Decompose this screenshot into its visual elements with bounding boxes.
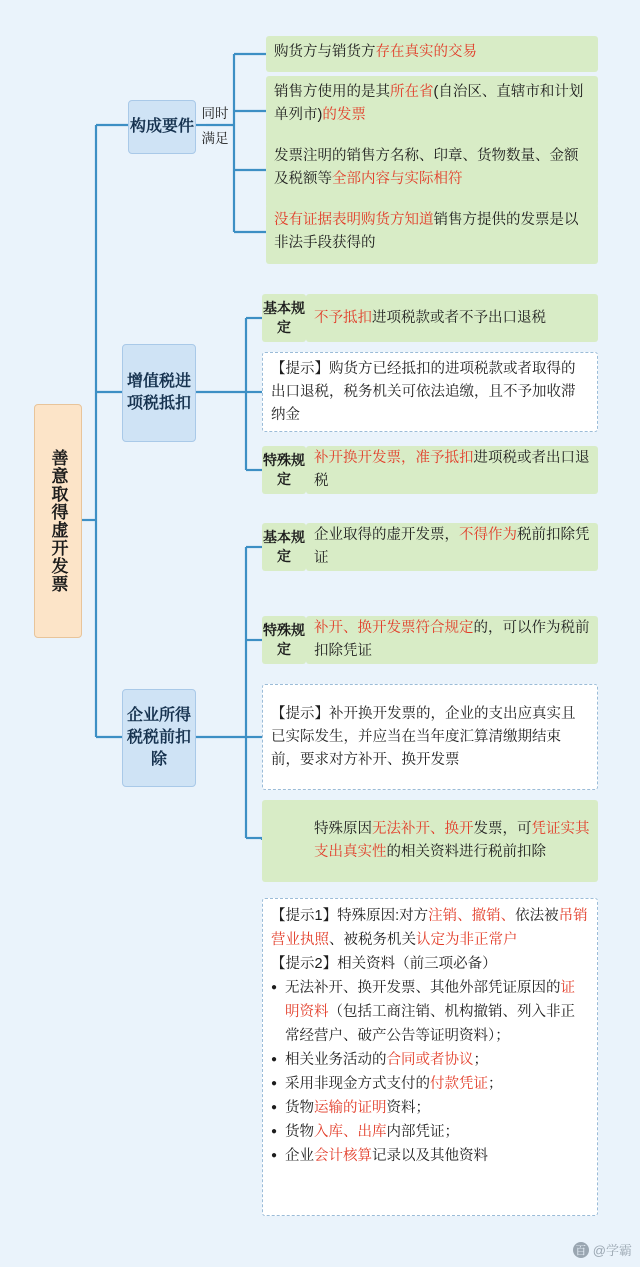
watermark-text: @学霸: [592, 1243, 632, 1258]
tag-basic-2: [262, 523, 306, 571]
rich-text: 没有证据表明购货方知道销售方提供的发票是以非法手段获得的: [274, 212, 579, 251]
list-item: ● 相关业务活动的合同或者协议；: [271, 1048, 589, 1072]
rich-text: 不予抵扣进项税款或者不予出口退税: [314, 309, 546, 326]
content-box-e2: [306, 616, 598, 664]
rich-text: 发票注明的销售方名称、印章、货物数量、金额及税额等全部内容与实际相符: [274, 148, 579, 187]
root-node[interactable]: [34, 404, 82, 638]
tag-basic-1: [262, 294, 306, 342]
content-box-note: [262, 898, 598, 1216]
rich-text: 特殊原因无法补开、换开发票，可凭证实其支出真实性的相关资料进行税前扣除: [314, 821, 590, 860]
branch-node-zengzhishui[interactable]: [122, 344, 196, 442]
content-box-e3: [262, 684, 598, 790]
list-item: ● 货物运输的证明资料；: [271, 1096, 589, 1120]
list-item: ● 无法补开、换开发票、其他外部凭证原因的证明资料（包括工商注销、机构撤销、列入非正常经营户、破产公告等证明资料）；: [271, 976, 589, 1048]
rich-text: 补开、换开发票符合规定的，可以作为税前扣除凭证: [314, 620, 590, 659]
root-label: 善意取得虚开发票: [48, 449, 68, 593]
branch-node-gouchengyaojian[interactable]: [128, 100, 196, 154]
content-box-e1: [306, 523, 598, 571]
branch-label: 构成要件: [129, 118, 194, 135]
connector-label-manzu: 满足: [201, 131, 229, 146]
content-box-c4: [266, 204, 598, 264]
tag-label: 基本规定: [263, 300, 305, 335]
connector-label-tongshi: 同时: [201, 106, 229, 121]
watermark: [573, 1240, 632, 1259]
branch-label: 企业所得税税前扣除: [126, 707, 191, 768]
tag-special-2: [262, 616, 306, 664]
content-box-e4: [262, 800, 598, 882]
rich-text: 【提示】补开换开发票的，企业的支出应真实且已实际发生，并应当在当年度汇算清缴期结束前，要求对方补开、换开发票: [271, 705, 576, 768]
content-box-c1: [266, 36, 598, 72]
note-line-2: 【提示2】相关资料（前三项必备）: [271, 956, 497, 972]
watermark-badge-icon: 百: [573, 1242, 589, 1258]
tag-label: 特殊规定: [263, 452, 305, 487]
rich-text: 补开换开发票，准予抵扣进项税或者出口退税: [314, 450, 590, 489]
content-box-c2: [266, 76, 598, 144]
content-box-v2: [262, 352, 598, 432]
list-item: ● 采用非现金方式支付的付款凭证；: [271, 1072, 589, 1096]
rich-text: 企业取得的虚开发票，不得作为税前扣除凭证: [314, 527, 590, 566]
content-box-v3: [306, 446, 598, 494]
rich-text: 购货方与销货方存在真实的交易: [274, 44, 477, 60]
tag-label: 基本规定: [263, 529, 305, 564]
rich-text: 【提示】购货方已经抵扣的进项税款或者取得的出口退税，税务机关可依法追缴，且不予加收滞纳金: [271, 360, 576, 423]
list-item: ● 企业会计核算记录以及其他资料: [271, 1144, 589, 1168]
note-bullets: [271, 976, 589, 1168]
tag-special-1: [262, 446, 306, 494]
list-item: ● 货物入库、出库内部凭证；: [271, 1120, 589, 1144]
branch-label: 增值税进项税抵扣: [126, 373, 191, 412]
rich-text: 销售方使用的是其所在省(自治区、直辖市和计划单列市)的发票: [274, 84, 584, 123]
content-box-v1: [306, 294, 598, 342]
content-box-c3: [266, 140, 598, 208]
note-line-1: 【提示1】特殊原因:对方注销、撤销、依法被吊销营业执照、被税务机关认定为非正常户: [271, 908, 588, 948]
tag-label: 特殊规定: [263, 622, 305, 657]
branch-node-qiyesuodeshui[interactable]: [122, 689, 196, 787]
